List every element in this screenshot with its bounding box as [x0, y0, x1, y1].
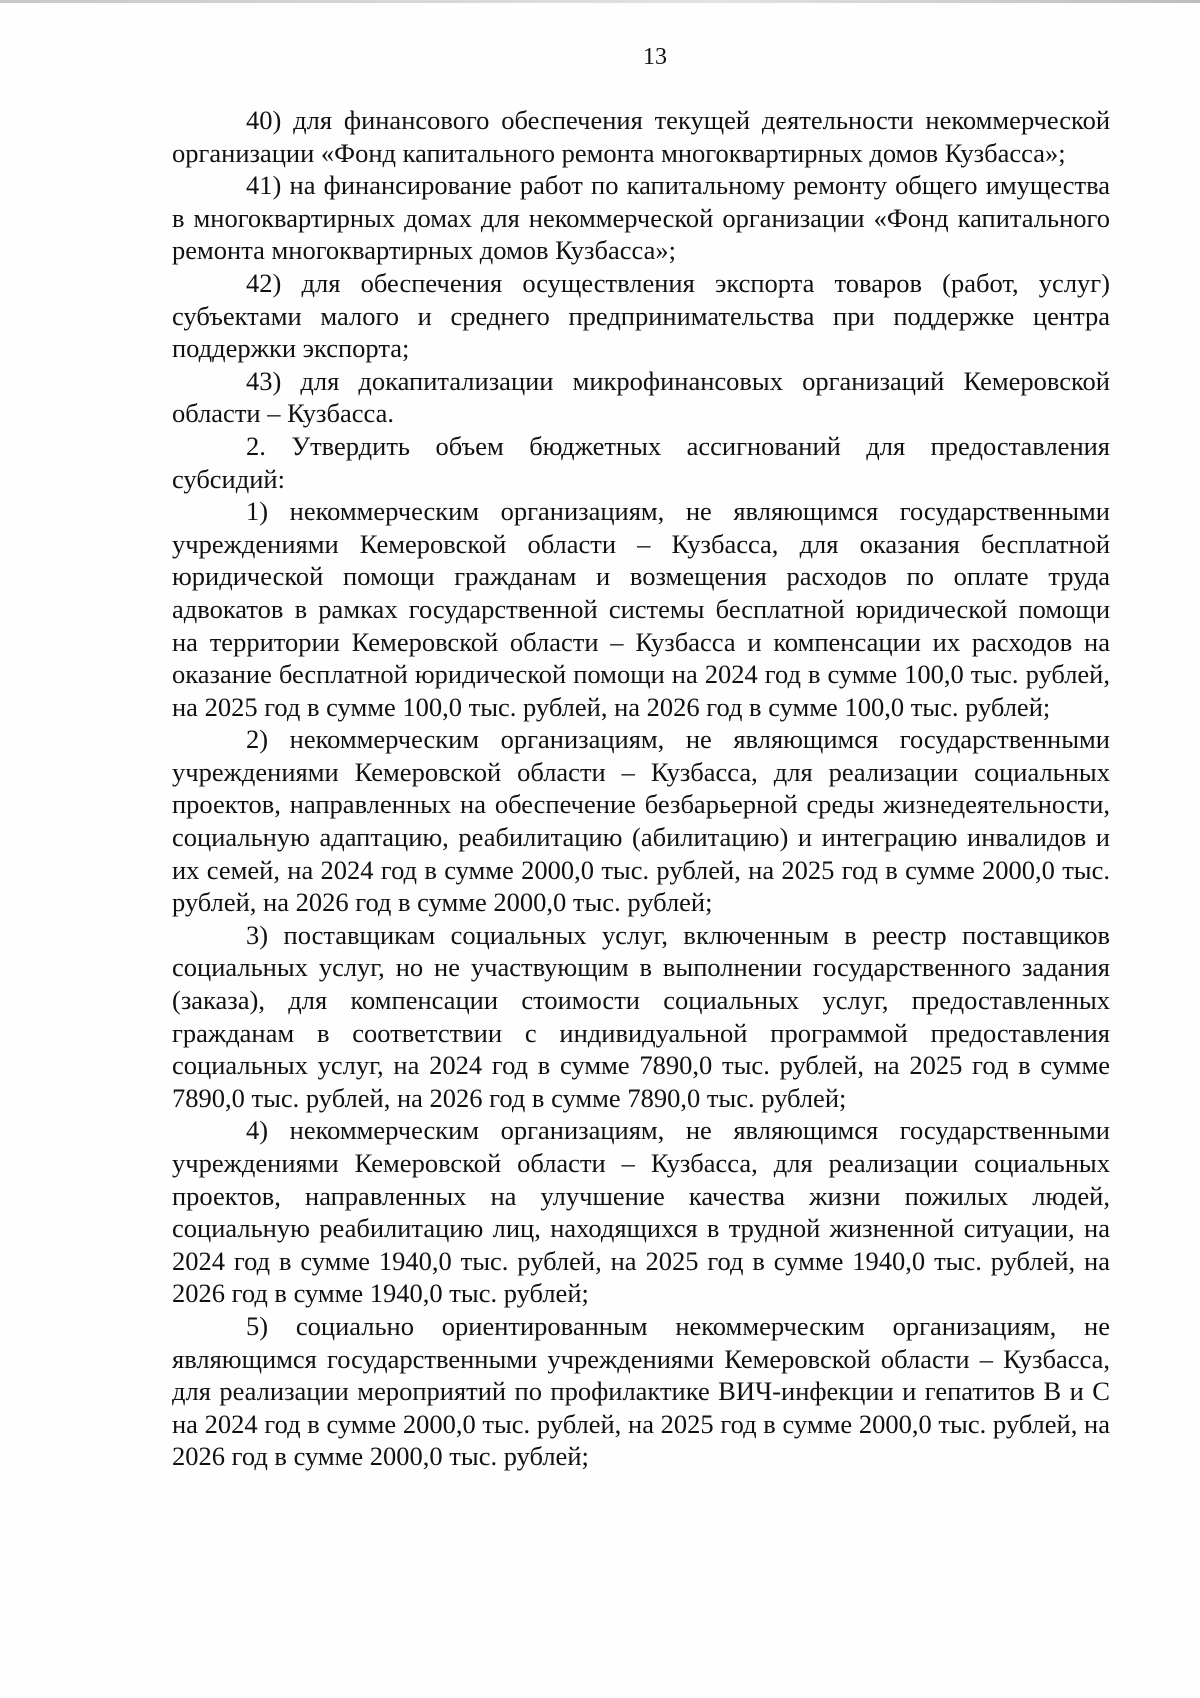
- paragraph-item-41: 41) на финансирование работ по капитальному ремонту общего имущества в многоквартирных домах для некоммерческой организации «Фонд капитального ремонта многоквартирных домов Кузбасса»;: [172, 170, 1110, 266]
- paragraph-subsidy-4: 4) некоммерческим организациям, не являющимся государственными учреждениями Кемеровской области – Кузбасса, для реализации социальных проектов, направленных на улучшение качества жизни пожилых людей, социальную реабилитацию лиц, находящихся в трудной жизненной ситуации, на 2024 год в сумме 1940,0 тыс. рублей, на 2025 год в сумме 1940,0 тыс. рублей, на 2026 год в сумме 1940,0 тыс. рублей;: [172, 1115, 1110, 1309]
- paragraph-subsidy-3: 3) поставщикам социальных услуг, включенным в реестр поставщиков социальных услуг, но не участвующим в выполнении государственного задания (заказа), для компенсации стоимости социальных услуг, предоставленных гражданам в соответствии с индивидуальной программой предоставления социальных услуг, на 2024 год в сумме 7890,0 тыс. рублей, на 2025 год в сумме 7890,0 тыс. рублей, на 2026 год в сумме 7890,0 тыс. рублей;: [172, 919, 1110, 1113]
- paragraph-subsidy-2: 2) некоммерческим организациям, не являющимся государственными учреждениями Кемеровской области – Кузбасса, для реализации социальных проектов, направленных на обеспечение безбарьерной среды жизнедеятельности, социальную адаптацию, реабилитацию (абилитацию) и интеграцию инвалидов и их семей, на 2024 год в сумме 2000,0 тыс. рублей, на 2025 год в сумме 2000,0 тыс. рублей, на 2026 год в сумме 2000,0 тыс. рублей;: [172, 724, 1110, 918]
- scan-top-edge: [0, 0, 1200, 3]
- document-body: [172, 104, 1110, 1473]
- paragraph-subsidy-5: 5) социально ориентированным некоммерческим организациям, не являющимся государственными учреждениями Кемеровской области – Кузбасса, для реализации мероприятий по профилактике ВИЧ-инфекции и гепатитов В и С на 2024 год в сумме 2000,0 тыс. рублей, на 2025 год в сумме 2000,0 тыс. рублей, на 2026 год в сумме 2000,0 тыс. рублей;: [172, 1310, 1110, 1472]
- page-number: 13: [643, 44, 667, 70]
- paragraph-item-40: 40) для финансового обеспечения текущей деятельности некоммерческой организации «Фонд капитального ремонта многоквартирных домов Кузбасса»;: [172, 105, 1110, 168]
- paragraph-item-43: 43) для докапитализации микрофинансовых организаций Кемеровской области – Кузбасса.: [172, 365, 1110, 429]
- paragraph-item-42: 42) для обеспечения осуществления экспорта товаров (работ, услуг) субъектами малого и среднего предпринимательства при поддержке центра поддержки экспорта;: [172, 267, 1110, 364]
- paragraph-subsidy-1: 1) некоммерческим организациям, не являющимся государственными учреждениями Кемеровской области – Кузбасса, для оказания бесплатной юридической помощи гражданам и возмещения расходов по оплате труда адвокатов в рамках государственной системы бесплатной юридической помощи на территории Кемеровской области – Кузбасса и компенсации их расходов на оказание бесплатной юридической помощи на 2024 год в сумме 100,0 тыс. рублей, на 2025 год в сумме 100,0 тыс. рублей, на 2026 год в сумме 100,0 тыс. рублей;: [172, 496, 1110, 722]
- paragraph-section-2: 2. Утвердить объем бюджетных ассигнований для предоставления субсидий:: [172, 430, 1110, 494]
